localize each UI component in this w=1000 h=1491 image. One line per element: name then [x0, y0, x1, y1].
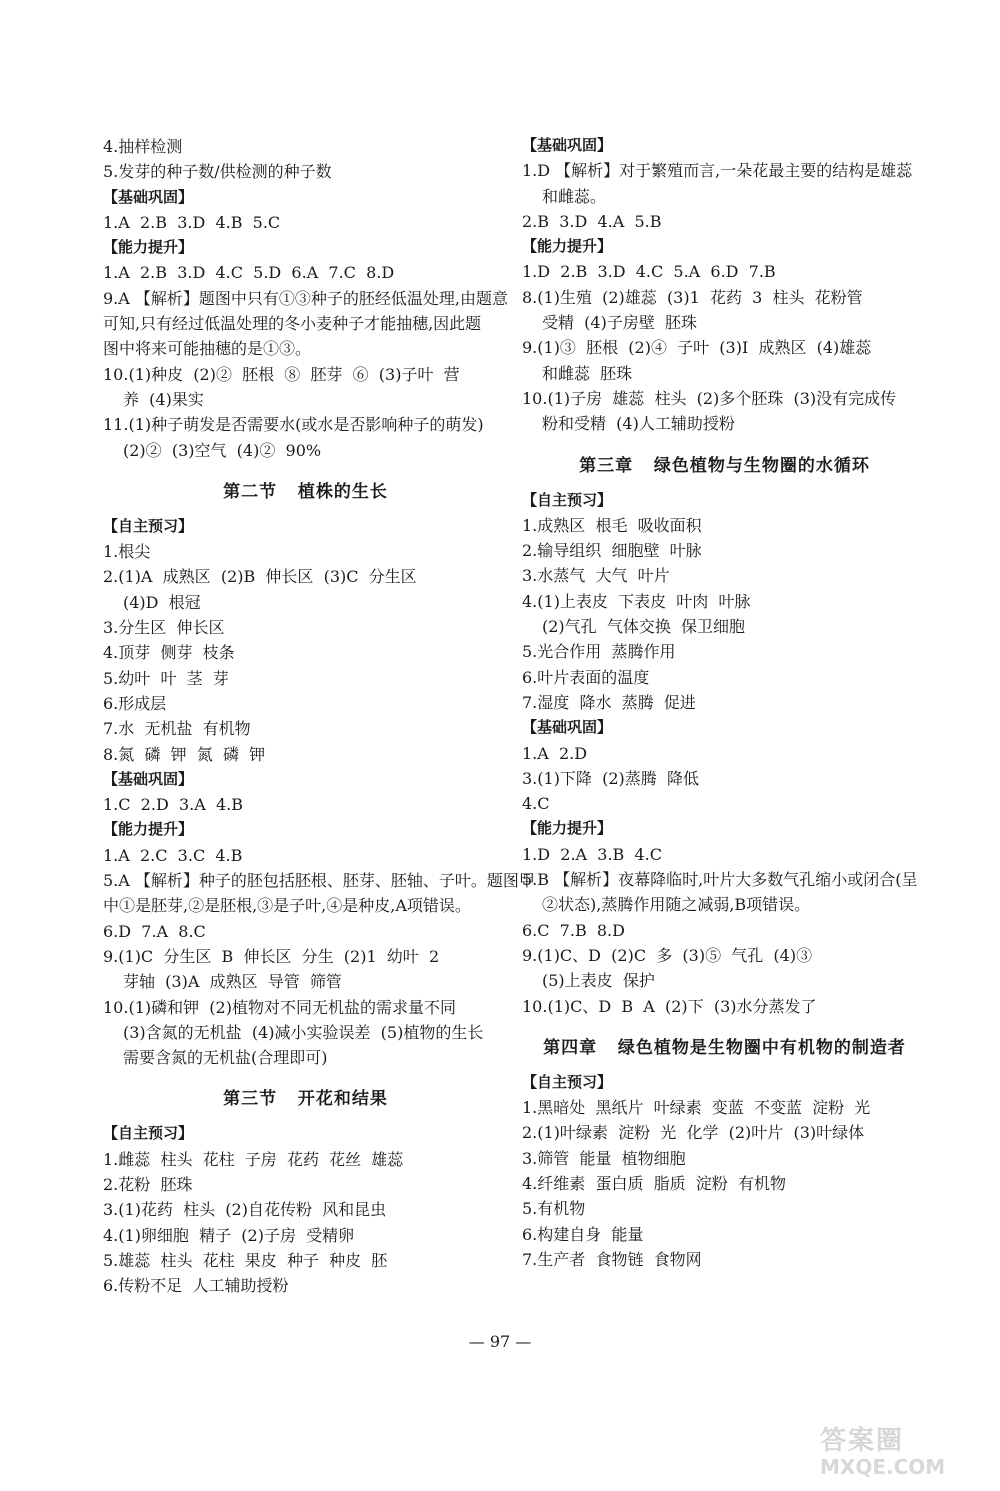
- answer-line: 10.(1)磷和钾 (2)植物对不同无机盐的需求量不同: [103, 997, 456, 1017]
- answer-line: 10.(1)种皮 (2)② 胚根 ⑧ 胚芽 ⑥ (3)子叶 营: [103, 364, 460, 384]
- answer-line: 1.A 2.C 3.C 4.B: [103, 845, 243, 865]
- answer-line-continued: (5)上表皮 保护: [542, 971, 655, 991]
- answer-line: 6.C 7.B 8.D: [522, 920, 625, 940]
- answer-line: 3.(1)花药 柱头 (2)自花传粉 风和昆虫: [103, 1200, 387, 1220]
- answer-line: 5.发芽的种子数/供检测的种子数: [103, 162, 332, 182]
- answer-line: 5.B 【解析】夜幕降临时,叶片大多数气孔缩小或闭合(呈: [522, 870, 918, 890]
- section-heading: 第二节 植株的生长: [223, 481, 388, 502]
- answer-line: 5.A 【解析】种子的胚包括胚根、胚芽、胚轴、子叶。题图甲: [103, 871, 535, 891]
- section-label: 【能力提升】: [103, 238, 194, 257]
- answer-line: 7.水 无机盐 有机物: [103, 719, 251, 739]
- section-label: 【基础巩固】: [522, 136, 613, 154]
- right-column: [522, 133, 927, 1272]
- answer-line: 6.形成层: [103, 693, 167, 713]
- answer-line: 1.D 2.B 3.D 4.C 5.A 6.D 7.B: [522, 262, 776, 282]
- answer-line-continued: 需要含氮的无机盐(合理即可): [123, 1048, 328, 1068]
- answer-line: 3.筛管 能量 植物细胞: [522, 1148, 686, 1168]
- section-heading: 第四章 绿色植物是生物圈中有机物的制造者: [543, 1037, 906, 1058]
- answer-line: 4.C: [522, 794, 550, 814]
- answer-line: 7.湿度 降水 蒸腾 促进: [522, 692, 696, 712]
- answer-line-continued: 和雌蕊 胚珠: [542, 363, 633, 383]
- answer-line-continued: ②状态),蒸腾作用随之减弱,B项错误。: [542, 895, 811, 915]
- section-heading: 第三节 开花和结果: [223, 1089, 388, 1110]
- answer-line: 1.成熟区 根毛 吸收面积: [522, 515, 702, 535]
- answer-line-continued: (3)含氮的无机盐 (4)减小实验误差 (5)植物的生长: [123, 1022, 484, 1042]
- answer-line: 2.输导组织 细胞壁 叶脉: [522, 541, 702, 561]
- answer-line: 7.生产者 食物链 食物网: [522, 1249, 702, 1269]
- answer-line: 1.黑暗处 黑纸片 叶绿素 变蓝 不变蓝 淀粉 光: [522, 1098, 871, 1118]
- answer-line: 8.氮 磷 钾 氮 磷 钾: [103, 744, 266, 764]
- section-heading: 第三章 绿色植物与生物圈的水循环: [579, 455, 870, 476]
- answer-line: 8.(1)生殖 (2)雄蕊 (3)1 花药 3 柱头 花粉管: [522, 287, 863, 307]
- answer-line-continued: 芽轴 (3)A 成熟区 导管 筛管: [123, 972, 342, 992]
- answer-line: 6.构建自身 能量: [522, 1224, 644, 1244]
- section-label: 【自主预习】: [103, 1124, 194, 1143]
- answer-line: 1.雌蕊 柱头 花柱 子房 花药 花丝 雄蕊: [103, 1149, 404, 1169]
- answer-line: 6.D 7.A 8.C: [103, 921, 206, 941]
- answer-line: 5.有机物: [522, 1199, 586, 1219]
- section-label: 【自主预习】: [522, 490, 613, 509]
- answer-line: 1.A 2.D: [522, 743, 588, 763]
- answer-line: 10.(1)C、D B A (2)下 (3)水分蒸发了: [522, 996, 817, 1016]
- answer-line: 1.C 2.D 3.A 4.B: [103, 795, 243, 815]
- answer-line: 9.(1)③ 胚根 (2)④ 子叶 (3)Ⅰ 成熟区 (4)雄蕊: [522, 338, 872, 358]
- answer-line: 1.D 2.A 3.B 4.C: [522, 844, 662, 864]
- answer-line: 2.B 3.D 4.A 5.B: [522, 211, 662, 231]
- section-label: 【能力提升】: [522, 819, 613, 838]
- answer-line-continued: 养 (4)果实: [123, 389, 204, 409]
- watermark-url: MXQE.COM: [820, 1455, 946, 1479]
- answer-line: 1.根尖: [103, 542, 151, 562]
- answer-line-continued: 和雌蕊。: [542, 186, 607, 206]
- answer-line: 1.D 【解析】对于繁殖而言,一朵花最主要的结构是雄蕊: [522, 161, 913, 181]
- answer-line: 中①是胚芽,②是胚根,③是子叶,④是种皮,A项错误。: [103, 896, 471, 916]
- answer-line: 图中将来可能抽穗的是①③。: [103, 339, 312, 359]
- answer-line: 11.(1)种子萌发是否需要水(或水是否影响种子的萌发): [103, 415, 484, 435]
- answer-line: 10.(1)子房 雄蕊 柱头 (2)多个胚珠 (3)没有完成传: [522, 388, 897, 408]
- answer-line: 4.顶芽 侧芽 枝条: [103, 643, 235, 663]
- answer-line: 2.(1)叶绿素 淀粉 光 化学 (2)叶片 (3)叶绿体: [522, 1123, 865, 1143]
- answer-line: 9.(1)C 分生区 B 伸长区 分生 (2)1 幼叶 2: [103, 946, 440, 966]
- answer-line: 9.(1)C、D (2)C 多 (3)⑤ 气孔 (4)③: [522, 945, 813, 965]
- answer-line: 2.花粉 胚珠: [103, 1174, 193, 1194]
- answer-line: 4.纤维素 蛋白质 脂质 淀粉 有机物: [522, 1173, 786, 1193]
- answer-line: 9.A 【解析】题图中只有①③种子的胚经低温处理,由题意: [103, 288, 508, 308]
- answer-line-continued: 受精 (4)子房壁 胚珠: [542, 313, 698, 333]
- answer-line: 5.幼叶 叶 茎 芽: [103, 668, 229, 688]
- left-column: [103, 134, 535, 1298]
- answer-line: 3.(1)下降 (2)蒸腾 降低: [522, 768, 699, 788]
- answer-line: 1.A 2.B 3.D 4.C 5.D 6.A 7.C 8.D: [103, 263, 395, 283]
- section-label: 【自主预习】: [103, 516, 194, 535]
- watermark: [820, 1420, 970, 1480]
- answer-line-continued: 粉和受精 (4)人工辅助授粉: [542, 414, 735, 434]
- answer-line-continued: (2)② (3)空气 (4)② 90%: [123, 440, 322, 460]
- section-label: 【基础巩固】: [522, 718, 613, 737]
- answer-line: 2.(1)A 成熟区 (2)B 伸长区 (3)C 分生区: [103, 567, 417, 587]
- answer-line: 5.光合作用 蒸腾作用: [522, 642, 676, 662]
- watermark-logo: 答案圈: [820, 1426, 905, 1456]
- section-label: 【基础巩固】: [103, 769, 194, 788]
- answer-line: 1.A 2.B 3.D 4.B 5.C: [103, 212, 281, 232]
- answer-line: 4.(1)卵细胞 精子 (2)子房 受精卵: [103, 1225, 355, 1245]
- section-label: 【能力提升】: [522, 237, 613, 256]
- section-label: 【基础巩固】: [103, 187, 194, 206]
- section-label: 【自主预习】: [522, 1072, 613, 1091]
- answer-line: 5.雄蕊 柱头 花柱 果皮 种子 种皮 胚: [103, 1250, 388, 1270]
- answer-line: 4.(1)上表皮 下表皮 叶肉 叶脉: [522, 591, 751, 611]
- answer-line: 4.抽样检测: [103, 137, 183, 156]
- answer-line: 可知,只有经过低温处理的冬小麦种子才能抽穗,因此题: [103, 314, 482, 334]
- page-number: — 97 —: [468, 1332, 532, 1351]
- answer-line: 3.水蒸气 大气 叶片: [522, 566, 670, 586]
- answer-line: 6.传粉不足 人工辅助授粉: [103, 1276, 289, 1296]
- section-label: 【能力提升】: [103, 820, 194, 839]
- answer-line: 3.分生区 伸长区: [103, 618, 225, 638]
- answer-line: 6.叶片表面的温度: [522, 667, 650, 687]
- answer-line-continued: (2)气孔 气体交换 保卫细胞: [542, 617, 746, 637]
- answer-line-continued: (4)D 根冠: [123, 592, 201, 612]
